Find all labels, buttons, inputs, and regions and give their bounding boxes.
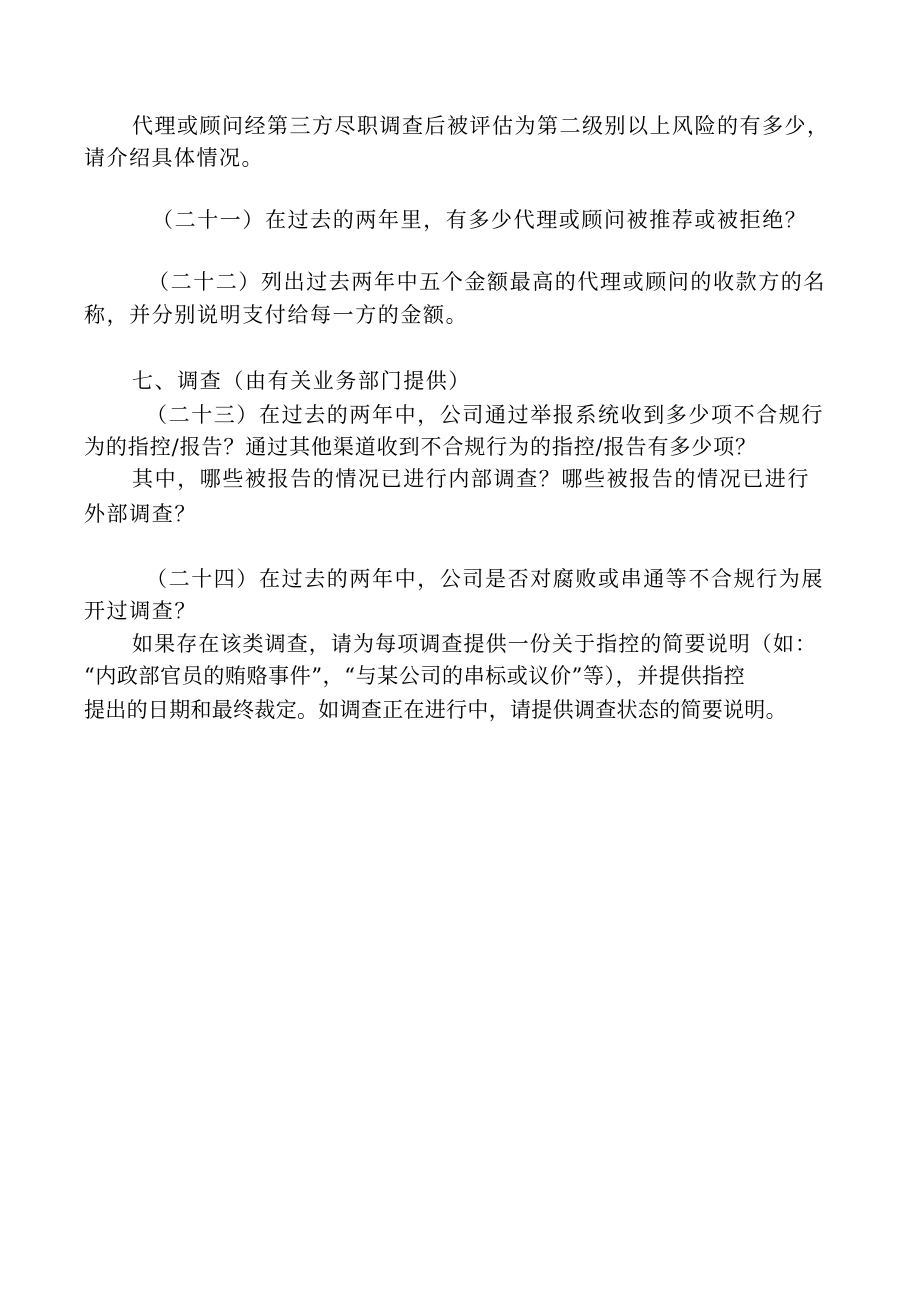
paragraph-line: （二十三）在过去的两年中，公司通过举报系统收到多少项不合规行 — [146, 403, 824, 427]
paragraph-line: 请介绍具体情况。 — [84, 146, 264, 170]
paragraph-line: 如果存在该类调查，请为每项调查提供一份关于指控的简要说明（如： — [132, 632, 818, 656]
paragraph-line: 外部调查？ — [84, 502, 197, 526]
paragraph-line: 开过调查？ — [84, 599, 197, 623]
paragraph-line: （二十四）在过去的两年中，公司是否对腐败或串通等不合规行为展 — [146, 567, 824, 591]
section-heading: 七、调查（由有关业务部门提供） — [132, 369, 471, 393]
paragraph-line: 为的指控/报告？通过其他渠道收到不合规行为的指控/报告有多少项？ — [84, 435, 757, 459]
paragraph-line: 代理或顾问经第三方尽职调查后被评估为第二级别以上风险的有多少， — [132, 114, 830, 138]
paragraph-line: 提出的日期和最终裁定。如调查正在进行中，请提供调查状态的简要说明。 — [84, 698, 787, 722]
paragraph-line: “内政部官员的贿赂事件”，“与某公司的串标或议价”等），并提供指控 — [84, 664, 746, 688]
paragraph-line: （二十一）在过去的两年里，有多少代理或顾问被推荐或被拒绝？ — [152, 208, 808, 232]
paragraph-line: （二十二）列出过去两年中五个金额最高的代理或顾问的收款方的名 — [148, 270, 826, 294]
paragraph-line: 其中，哪些被报告的情况已进行内部调查？哪些被报告的情况已进行 — [132, 467, 810, 491]
paragraph-line: 称，并分别说明支付给每一方的金额。 — [84, 303, 469, 327]
